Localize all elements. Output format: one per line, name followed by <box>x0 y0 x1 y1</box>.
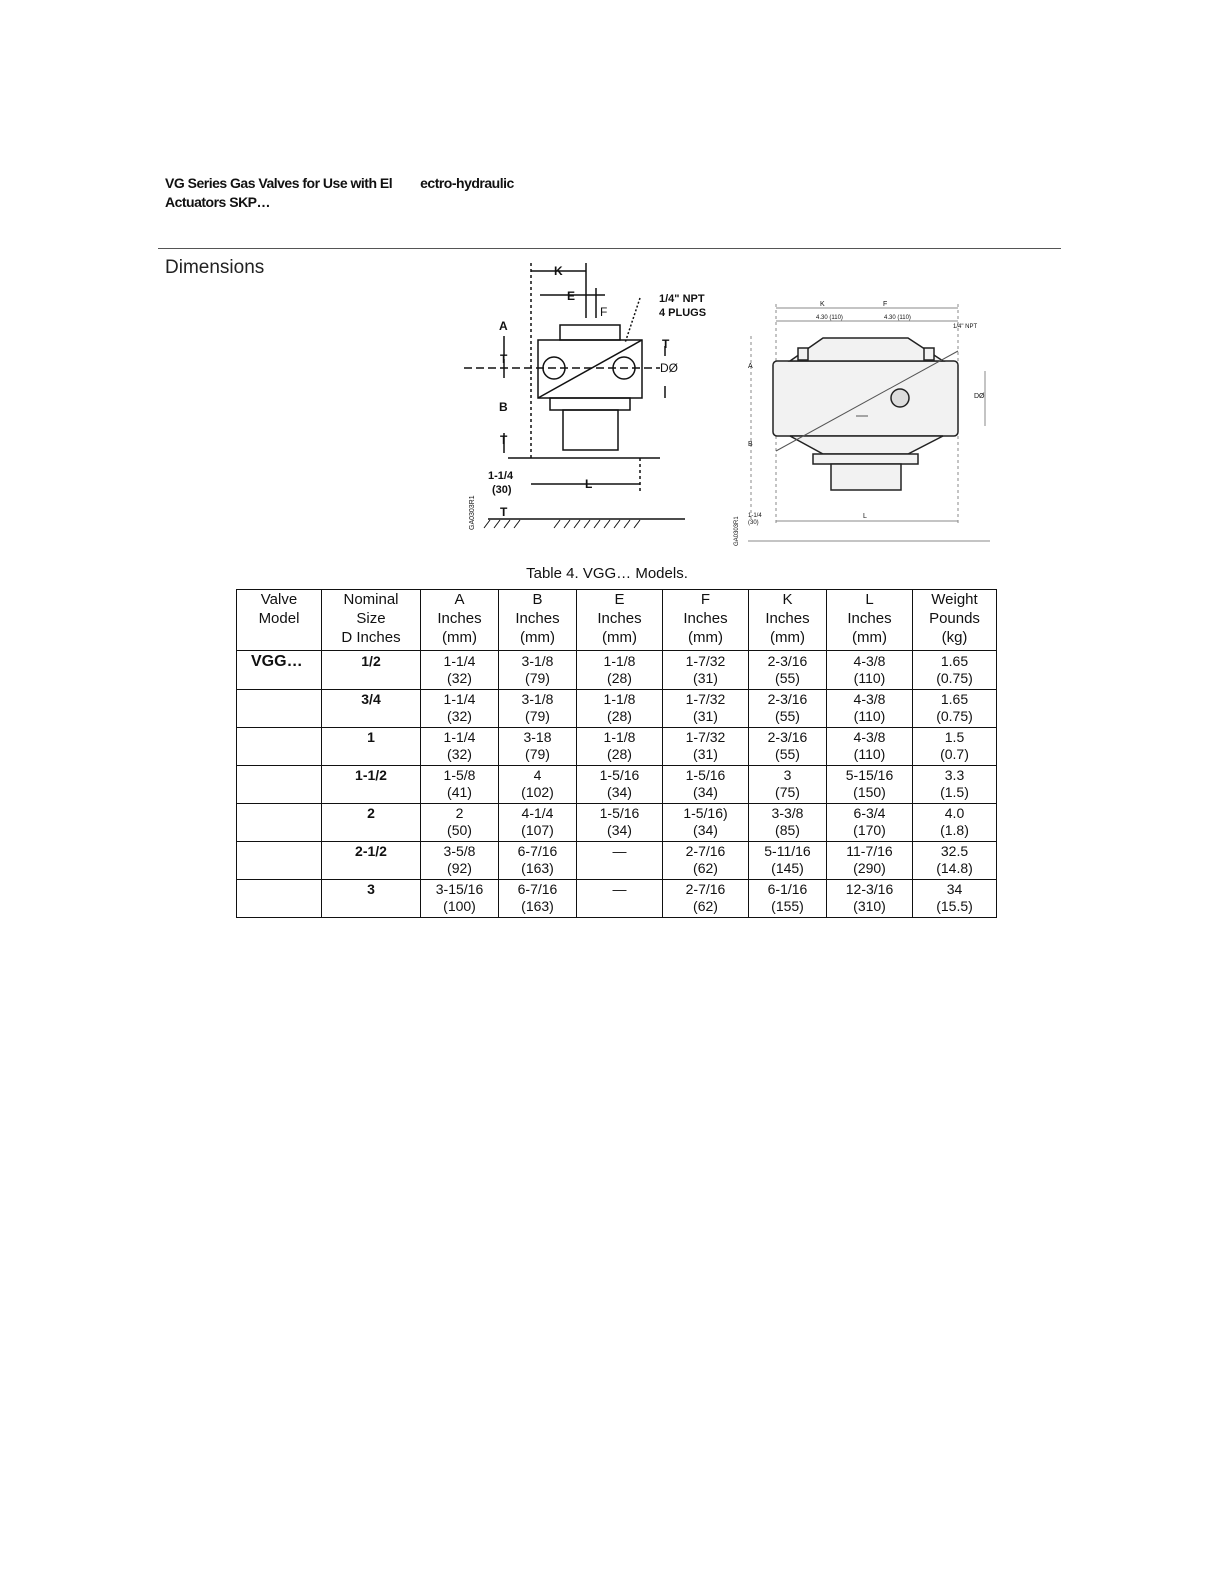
table-row <box>237 804 997 842</box>
label-a: A <box>748 363 753 370</box>
value-inches: 6-7/16 <box>517 843 558 859</box>
value-inches: 4.0 <box>944 805 965 821</box>
cell-a <box>421 651 499 690</box>
value-inches: 3 <box>783 767 792 783</box>
cell-b <box>499 651 577 690</box>
value-inches: 1-7/32 <box>685 691 726 707</box>
value-inches: 3.3 <box>944 767 965 783</box>
value-inches: 1-7/32 <box>685 653 726 669</box>
value-inches: 11-7/16 <box>846 843 893 859</box>
cell-e <box>577 880 663 918</box>
label-small1: 1-1/4 <box>748 513 762 519</box>
cell-model <box>237 880 322 918</box>
value-metric: (50) <box>447 822 472 838</box>
table-row <box>237 651 997 690</box>
value-inches: 6-7/16 <box>517 881 558 897</box>
cell-model <box>237 766 322 804</box>
value-inches: 2-3/16 <box>767 729 808 745</box>
value-inches: 5-15/16 <box>845 767 894 783</box>
value-inches: 1-5/16) <box>683 805 728 821</box>
cell-k <box>749 804 827 842</box>
header-e: E Inches (mm) <box>577 590 663 651</box>
cell-b <box>499 766 577 804</box>
table-row <box>237 766 997 804</box>
value-metric: (102) <box>521 784 554 800</box>
cell-e <box>577 804 663 842</box>
value-metric: (15.5) <box>936 898 973 914</box>
value-metric: (55) <box>775 708 800 724</box>
cell-model <box>237 728 322 766</box>
value-metric: (31) <box>693 708 718 724</box>
cell-a <box>421 766 499 804</box>
value-metric: (28) <box>607 746 632 762</box>
label-f: F <box>883 301 888 308</box>
value-inches: 1-5/16 <box>685 767 726 783</box>
label-l: L <box>863 513 867 520</box>
table-body <box>237 651 997 918</box>
value-inches: 1-1/4 <box>443 691 476 707</box>
value-metric: (0.7) <box>940 746 969 762</box>
label-dim1: 4.30 (110) <box>816 315 843 321</box>
value-metric: (14.8) <box>936 860 973 876</box>
value-inches: 1.65 <box>940 691 969 707</box>
value-inches: 1-1/4 <box>443 729 476 745</box>
cell-k <box>749 651 827 690</box>
header-k: K Inches (mm) <box>749 590 827 651</box>
value-metric: (85) <box>775 822 800 838</box>
value-inches: 1-1/4 <box>443 653 476 669</box>
header-weight: Weight Pounds (kg) <box>913 590 997 651</box>
value-metric: (170) <box>853 822 886 838</box>
value-inches: 1-1/8 <box>603 653 636 669</box>
label-e: E <box>567 289 576 303</box>
value-inches: 2-3/16 <box>767 691 808 707</box>
value-inches: — <box>612 843 627 859</box>
value-inches: 1.5 <box>944 729 965 745</box>
value-metric: (62) <box>693 860 718 876</box>
value-metric: (92) <box>447 860 472 876</box>
valve-side-drawing <box>460 258 707 538</box>
value-metric: (100) <box>443 898 476 914</box>
value-metric: (110) <box>853 670 886 686</box>
value-metric: (41) <box>447 784 472 800</box>
cell-b <box>499 842 577 880</box>
cell-k <box>749 880 827 918</box>
value-metric: (79) <box>525 670 550 686</box>
value-metric: (1.5) <box>940 784 969 800</box>
cell-model <box>237 804 322 842</box>
cell-l <box>827 804 913 842</box>
table-row <box>237 690 997 728</box>
value-metric: (32) <box>447 746 472 762</box>
cell-w <box>913 728 997 766</box>
value-metric: (1.8) <box>940 822 969 838</box>
cell-w <box>913 880 997 918</box>
cell-size: 1-1/2 <box>322 766 421 804</box>
label-d: DØ <box>974 393 985 400</box>
cell-w <box>913 804 997 842</box>
cell-l <box>827 766 913 804</box>
header-valve-model: Valve Model <box>237 590 322 651</box>
value-inches: 1-5/16 <box>599 767 640 783</box>
label-d: DØ <box>660 361 678 375</box>
value-inches: 3-18 <box>523 729 552 745</box>
value-inches: 3-3/8 <box>771 805 804 821</box>
cell-l <box>827 728 913 766</box>
cell-w <box>913 842 997 880</box>
table-row <box>237 842 997 880</box>
cell-size: 1 <box>322 728 421 766</box>
value-inches: 4-3/8 <box>853 653 886 669</box>
value-inches: 6-3/4 <box>853 805 886 821</box>
cell-w <box>913 766 997 804</box>
cell-f <box>663 766 749 804</box>
value-inches: 34 <box>946 881 963 897</box>
value-inches: 5-11/16 <box>764 843 811 859</box>
cell-a <box>421 842 499 880</box>
value-inches: 1-5/8 <box>443 767 476 783</box>
value-inches: 1.65 <box>940 653 969 669</box>
cell-f <box>663 690 749 728</box>
label-plugs: 4 PLUGS <box>659 307 707 319</box>
value-metric: (110) <box>853 708 886 724</box>
cell-e <box>577 766 663 804</box>
header-line-2: Actuators SKP… <box>165 194 271 210</box>
label-f: F <box>600 305 608 319</box>
value-metric: (155) <box>771 898 804 914</box>
value-inches: 32.5 <box>940 843 969 859</box>
table-row <box>237 728 997 766</box>
cell-k <box>749 842 827 880</box>
value-inches: 1-1/8 <box>603 691 636 707</box>
cell-size: 3 <box>322 880 421 918</box>
cell-e <box>577 842 663 880</box>
label-npt: 1/4" NPT <box>659 293 705 305</box>
cell-w <box>913 651 997 690</box>
value-inches: 3-1/8 <box>521 653 554 669</box>
label-small2: (30) <box>748 520 759 526</box>
value-metric: (145) <box>771 860 804 876</box>
value-metric: (0.75) <box>936 670 973 686</box>
table-header-row <box>237 590 997 651</box>
value-metric: (79) <box>525 708 550 724</box>
value-metric: (110) <box>853 746 886 762</box>
value-inches: 2-3/16 <box>767 653 808 669</box>
label-b: B <box>748 441 753 448</box>
value-metric: (75) <box>775 784 800 800</box>
value-inches: 1-7/32 <box>685 729 726 745</box>
label-t1: T <box>500 352 508 366</box>
value-inches: 2-7/16 <box>685 881 726 897</box>
valve-front-drawing <box>728 296 998 551</box>
value-inches: — <box>612 881 627 897</box>
value-metric: (0.75) <box>936 708 973 724</box>
cell-size: 2-1/2 <box>322 842 421 880</box>
header-divider <box>158 248 1061 249</box>
cell-f <box>663 804 749 842</box>
value-metric: (310) <box>853 898 886 914</box>
figure-code-right: GA0303R1 <box>734 516 740 546</box>
label-k: K <box>820 301 825 308</box>
cell-l <box>827 842 913 880</box>
label-small1: 1-1/4 <box>488 470 514 482</box>
value-metric: (79) <box>525 746 550 762</box>
value-inches: 3-15/16 <box>435 881 484 897</box>
header-line-1: VG Series Gas Valves for Use with El ectro-hydraulic <box>165 175 514 191</box>
value-metric: (55) <box>775 670 800 686</box>
label-npt: 1/4" NPT <box>953 324 978 330</box>
value-inches: 2 <box>455 805 464 821</box>
cell-a <box>421 804 499 842</box>
cell-b <box>499 728 577 766</box>
cell-b <box>499 804 577 842</box>
cell-e <box>577 651 663 690</box>
value-metric: (28) <box>607 708 632 724</box>
value-metric: (34) <box>607 784 632 800</box>
value-metric: (32) <box>447 708 472 724</box>
header-f: F Inches (mm) <box>663 590 749 651</box>
value-metric: (163) <box>521 860 554 876</box>
cell-l <box>827 651 913 690</box>
cell-f <box>663 880 749 918</box>
section-title: Dimensions <box>165 257 265 278</box>
cell-l <box>827 690 913 728</box>
value-metric: (290) <box>853 860 886 876</box>
cell-a <box>421 728 499 766</box>
value-metric: (107) <box>521 822 554 838</box>
cell-size: 3/4 <box>322 690 421 728</box>
value-metric: (34) <box>693 822 718 838</box>
label-k: K <box>554 264 563 278</box>
cell-f <box>663 728 749 766</box>
cell-size: 1/2 <box>322 651 421 690</box>
cell-a <box>421 880 499 918</box>
value-inches: 4-1/4 <box>521 805 554 821</box>
cell-b <box>499 880 577 918</box>
cell-e <box>577 728 663 766</box>
header-nominal-size: Nominal Size D Inches <box>322 590 421 651</box>
cell-w <box>913 690 997 728</box>
value-inches: 3-1/8 <box>521 691 554 707</box>
document-header <box>165 174 514 212</box>
value-metric: (55) <box>775 746 800 762</box>
value-inches: 4-3/8 <box>853 729 886 745</box>
value-metric: (34) <box>607 822 632 838</box>
value-inches: 2-7/16 <box>685 843 726 859</box>
label-b: B <box>499 400 508 414</box>
value-metric: (32) <box>447 670 472 686</box>
dimensions-table <box>236 589 997 918</box>
value-metric: (31) <box>693 746 718 762</box>
header-l: L Inches (mm) <box>827 590 913 651</box>
cell-k <box>749 690 827 728</box>
value-inches: 4-3/8 <box>853 691 886 707</box>
figure-code-left: GA0303R1 <box>469 495 476 530</box>
label-t4: T <box>500 505 508 519</box>
value-inches: 3-5/8 <box>443 843 476 859</box>
cell-model <box>237 842 322 880</box>
value-inches: 1-1/8 <box>603 729 636 745</box>
label-a: A <box>499 319 508 333</box>
value-metric: (28) <box>607 670 632 686</box>
cell-k <box>749 766 827 804</box>
header-a: A Inches (mm) <box>421 590 499 651</box>
value-metric: (31) <box>693 670 718 686</box>
value-metric: (62) <box>693 898 718 914</box>
label-l: L <box>585 477 593 491</box>
value-inches: 6-1/16 <box>767 881 808 897</box>
cell-b <box>499 690 577 728</box>
table-caption: Table 4. VGG… Models. <box>526 565 688 582</box>
cell-size: 2 <box>322 804 421 842</box>
cell-f <box>663 842 749 880</box>
table-row <box>237 880 997 918</box>
value-inches: 4 <box>533 767 542 783</box>
value-metric: (150) <box>853 784 886 800</box>
cell-e <box>577 690 663 728</box>
cell-f <box>663 651 749 690</box>
value-metric: (34) <box>693 784 718 800</box>
cell-model: VGG… <box>237 651 322 690</box>
value-inches: 12-3/16 <box>845 881 894 897</box>
cell-a <box>421 690 499 728</box>
cell-k <box>749 728 827 766</box>
label-dim2: 4.30 (110) <box>884 315 911 321</box>
value-inches: 1-5/16 <box>599 805 640 821</box>
label-t3: T <box>500 433 508 447</box>
value-metric: (163) <box>521 898 554 914</box>
header-b: B Inches (mm) <box>499 590 577 651</box>
label-small2: (30) <box>492 484 512 496</box>
cell-model <box>237 690 322 728</box>
label-t2: T <box>662 337 670 351</box>
cell-l <box>827 880 913 918</box>
